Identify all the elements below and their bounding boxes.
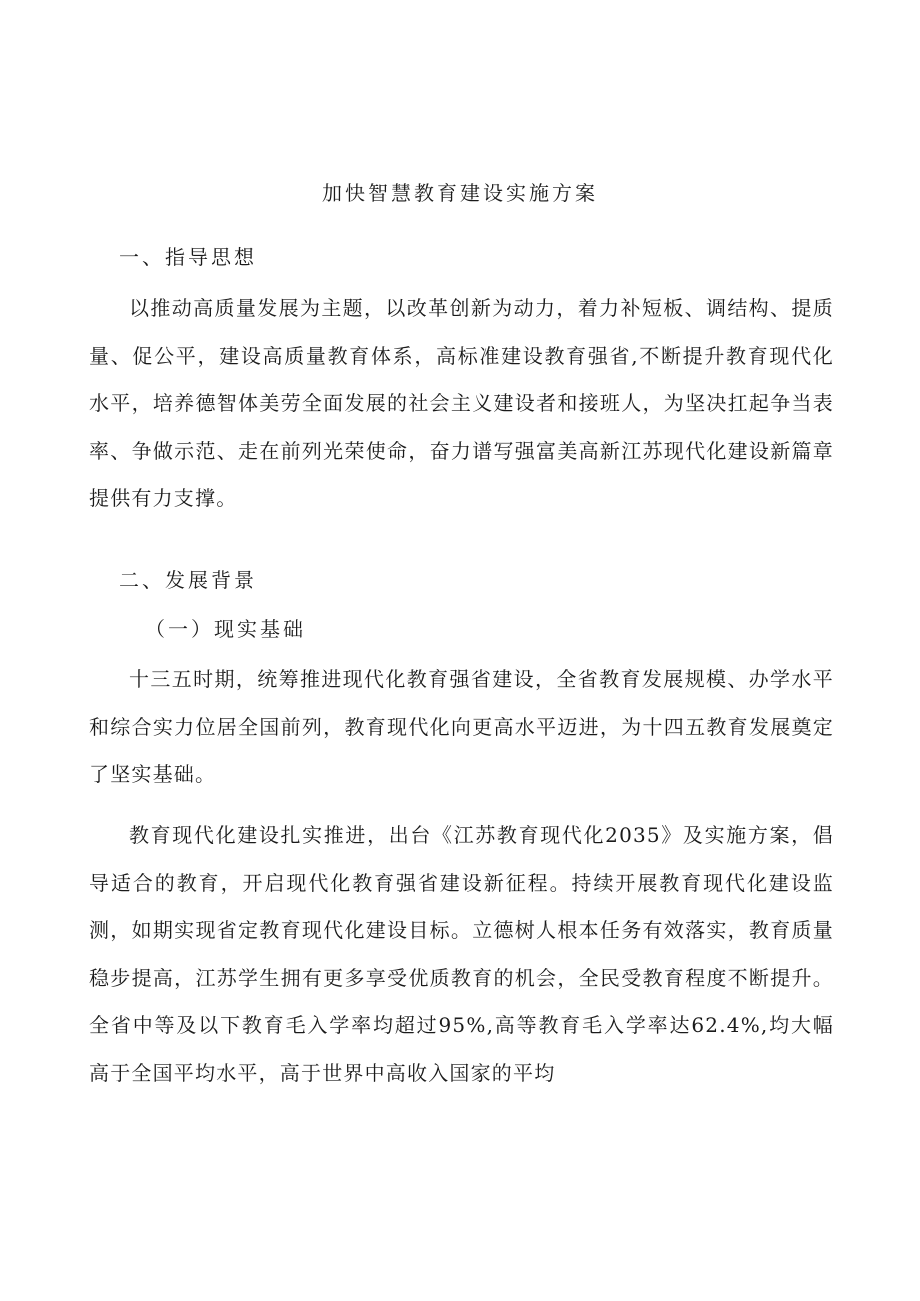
paragraph-guiding-ideology: 以推动高质量发展为主题，以改革创新为动力，着力补短板、调结构、提质量、促公平，建设高质量教育体系，高标准建设教育强省,不断提升教育现代化水平，培养德智体美劳全面发展的社会主义建设者和接班人，为坚决扛起争当表率、争做示范、走在前列光荣使命，奋力谱写强富美高新江苏现代化建设新篇章提供有力支撑。 xyxy=(89,296,834,511)
section-heading-development-background: 二、发展背景 xyxy=(119,568,257,592)
paragraph-thirteenth-five-year: 十三五时期，统筹推进现代化教育强省建设，全省教育发展规模、办学水平和综合实力位居全国前列，教育现代化向更高水平迈进，为十四五教育发展奠定了坚实基础。 xyxy=(89,667,834,787)
subsection-heading-current-foundation: （一）现实基础 xyxy=(145,617,306,641)
section-heading-guiding-ideology: 一、指导思想 xyxy=(119,245,257,269)
paragraph-modernization-progress: 教育现代化建设扎实推进，出台《江苏教育现代化2035》及实施方案，倡导适合的教育，开启现代化教育强省建设新征程。持续开展教育现代化建设监测，如期实现省定教育现代化建设目标。立德树人根本任务有效落实，教育质量稳步提高，江苏学生拥有更多享受优质教育的机会，全民受教育程度不断提升。全省中等及以下教育毛入学率均超过95%,高等教育毛入学率达62.4%,均大幅高于全国平均水平，高于世界中高收入国家的平均 xyxy=(89,823,834,1085)
document-title: 加快智慧教育建设实施方案 xyxy=(322,181,598,205)
